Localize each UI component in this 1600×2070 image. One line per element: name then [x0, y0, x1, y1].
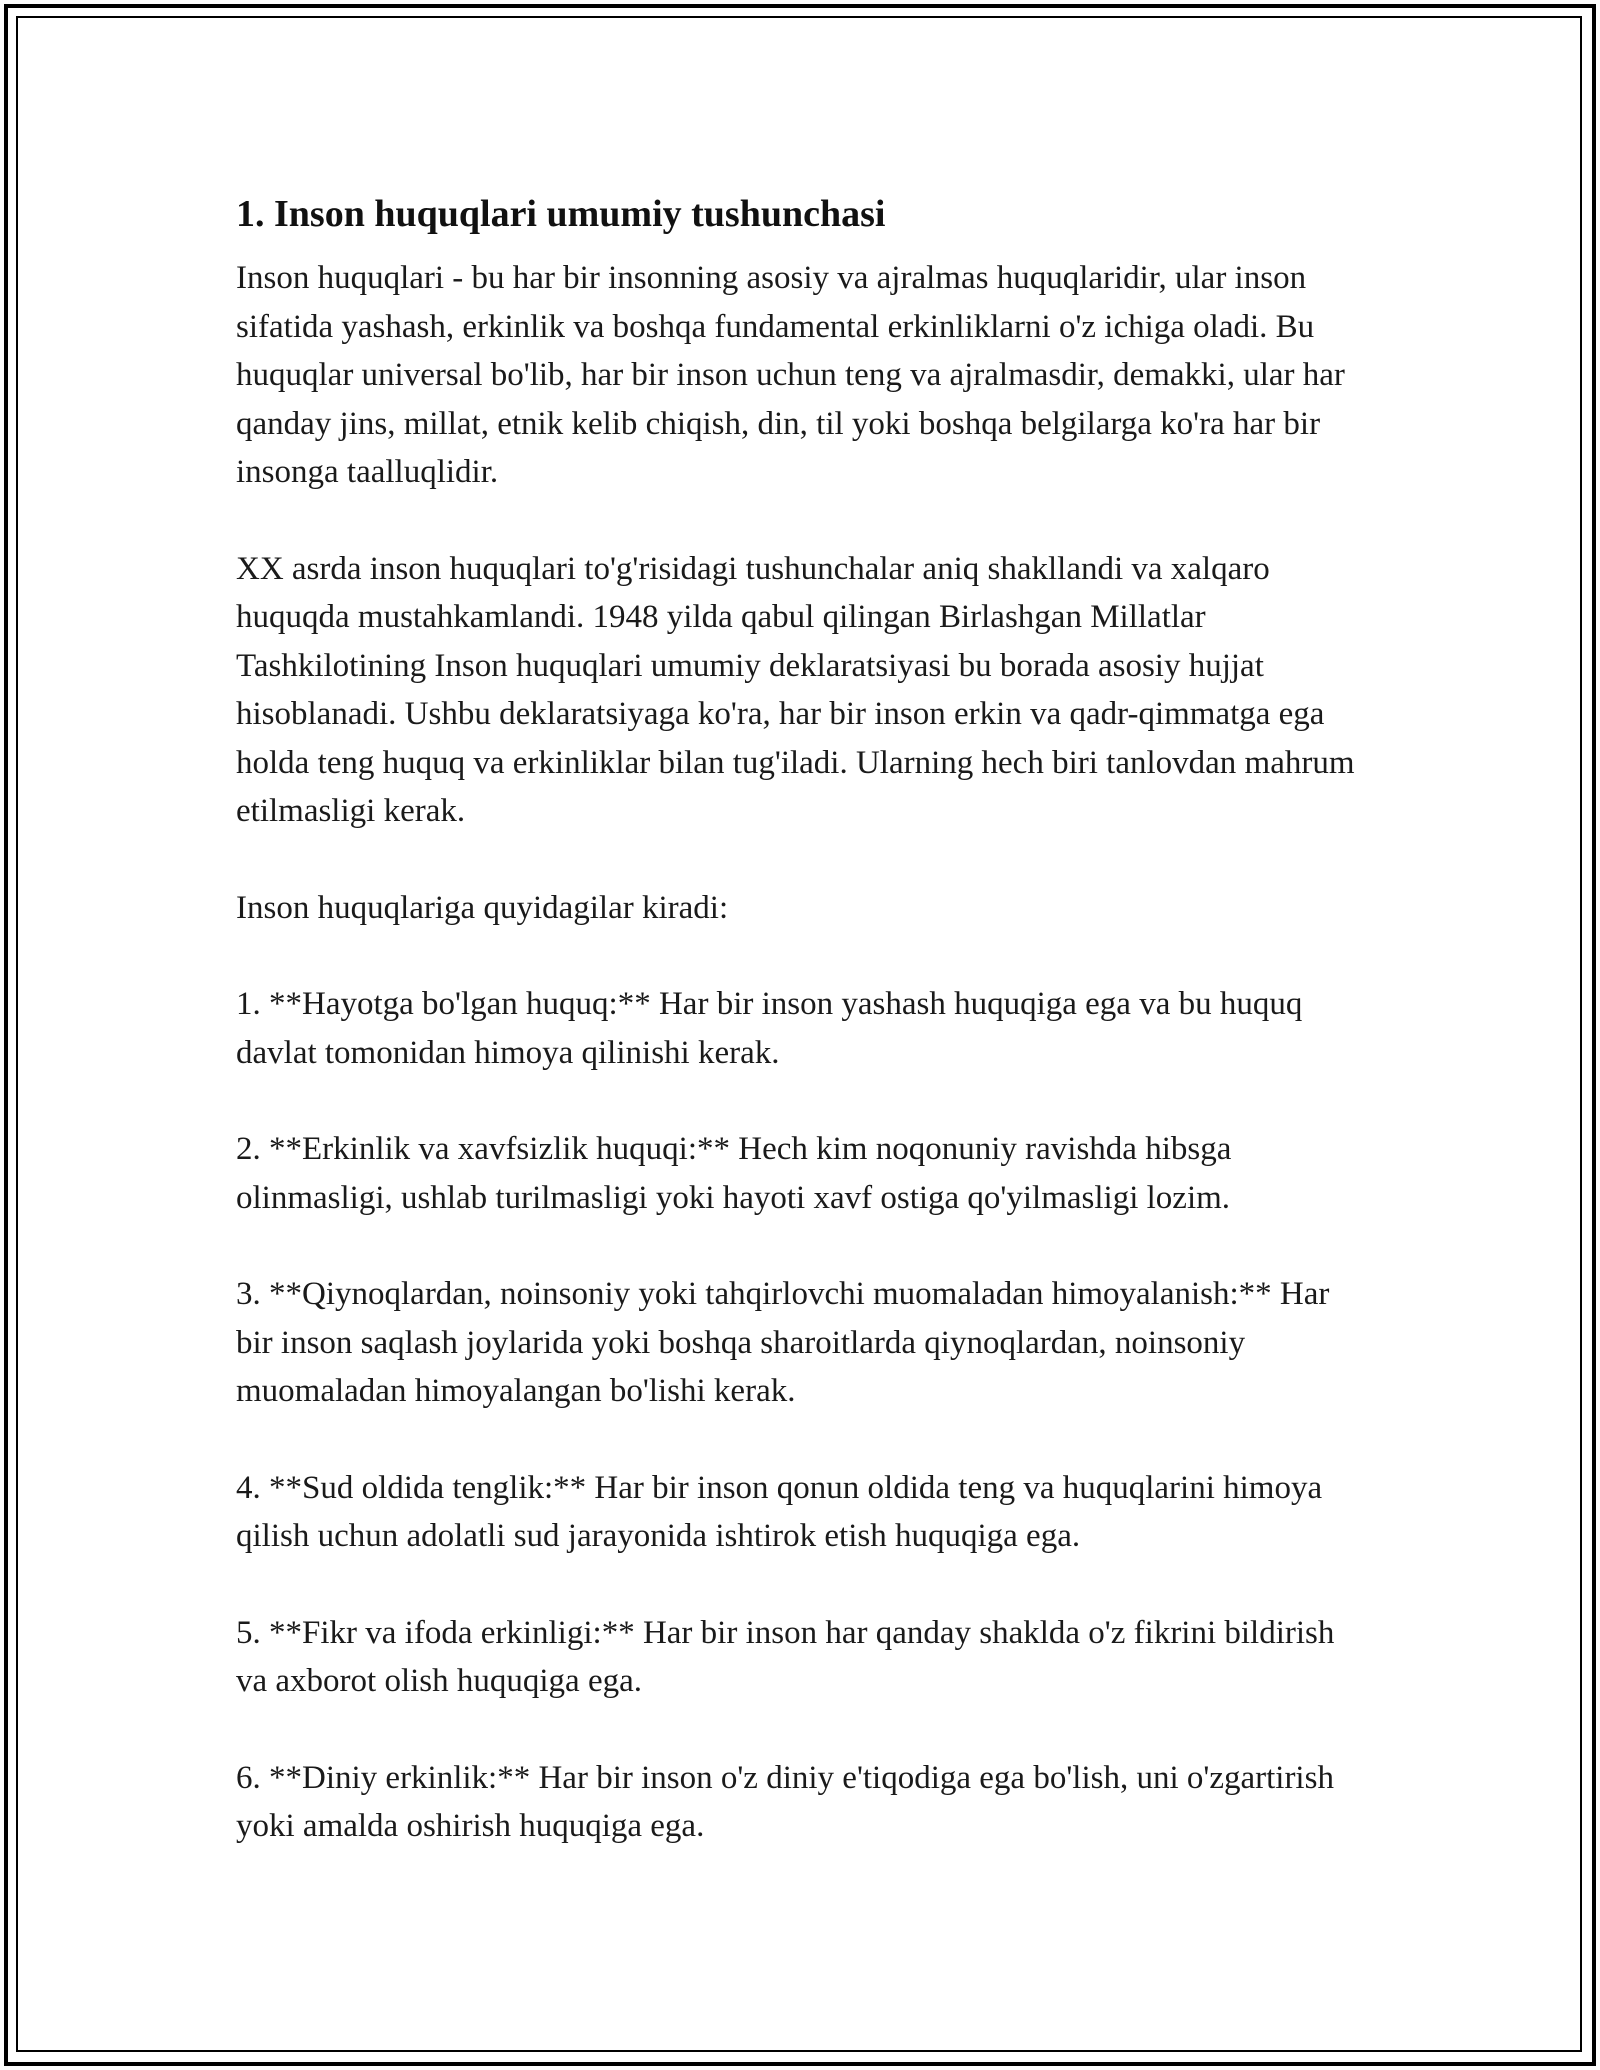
list-item-right-to-life: 1. **Hayotga bo'lgan huquq:** Har bir inson yashash huquqiga ega va bu huquq davlat tomonidan himoya qilinishi kerak.: [236, 986, 1303, 1071]
list-item-freedom-of-expression: 5. **Fikr va ifoda erkinligi:** Har bir inson har qanday shaklda o'z fikrini bildirish va axborot olish huquqiga ega.: [236, 1614, 1335, 1699]
list-item-torture-protection: 3. **Qiynoqlardan, noinsoniy yoki tahqirlovchi muomaladan himoyalanish:** Har bir inson saqlash joylarida yoki boshqa sharoitlarda qiynoqlardan, noinsoniy muomaladan himoyalangan bo'lishi kerak.: [236, 1276, 1330, 1409]
list-item-liberty-security: 2. **Erkinlik va xavfsizlik huquqi:** Hech kim noqonuniy ravishda hibsga olinmasligi, ushlab turilmasligi yoki hayoti xavf ostiga qo'yilmasligi lozim.: [236, 1131, 1232, 1216]
list-item-equality-before-court: 4. **Sud oldida tenglik:** Har bir inson qonun oldida teng va huquqlarini himoya qilish uchun adolatli sud jarayonida ishtirok etish huquqiga ega.: [236, 1469, 1323, 1554]
document-title: 1. Inson huquqlari umumiy tushunchasi: [236, 193, 886, 235]
paragraph-list-intro: Inson huquqlariga quyidagilar kiradi:: [236, 889, 729, 926]
paragraph-history: XX asrda inson huquqlari to'g'risidagi tushunchalar aniq shakllandi va xalqaro huquqda mustahkamlandi. 1948 yilda qabul qilingan Birlashgan Millatlar Tashkilotining Inson huquqlari umumiy deklaratsiyasi bu borada asosiy hujjat hisoblanadi. Ushbu deklaratsiyaga ko'ra, har bir inson erkin va qadr-qimmatga ega holda teng huquq va erkinliklar bilan tug'iladi. Ularning hech biri tanlovdan mahrum etilmasligi kerak.: [236, 550, 1355, 829]
paragraph-intro: Inson huquqlari - bu har bir insonning asosiy va ajralmas huquqlaridir, ular inson sifatida yashash, erkinlik va boshqa fundamental erkinliklarni o'z ichiga oladi. Bu huquqlar universal bo'lib, har bir inson uchun teng va ajralmasdir, demakki, ular har qanday jins, millat, etnik kelib chiqish, din, til yoki boshqa belgilarga ko'ra har bir insonga taalluqlidir.: [236, 260, 1345, 490]
document-body: [236, 186, 1366, 1899]
list-item-religious-freedom: 6. **Diniy erkinlik:** Har bir inson o'z diniy e'tiqodiga ega bo'lish, uni o'zgartirish yoki amalda oshirish huquqiga ega.: [236, 1759, 1334, 1844]
